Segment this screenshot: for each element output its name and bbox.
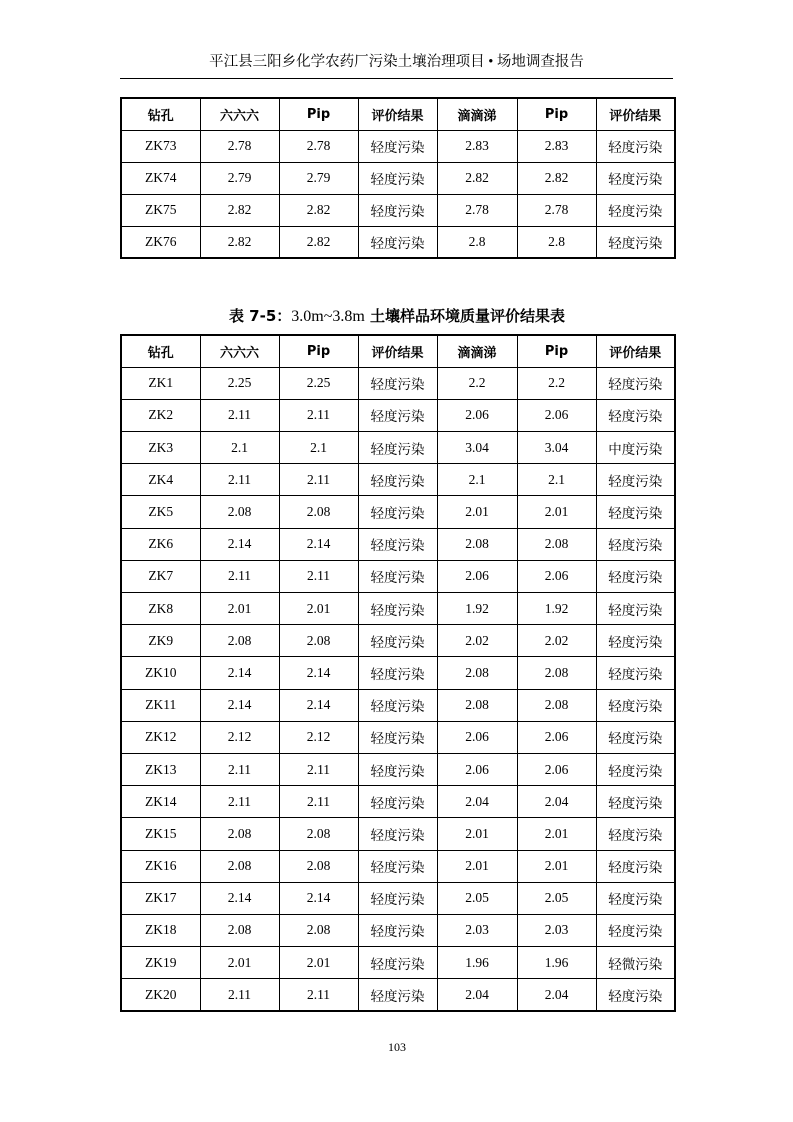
table-body xyxy=(121,367,675,1011)
borehole-cell: ZK1 xyxy=(121,367,200,399)
column-header-pip-hch: Pip xyxy=(279,335,358,367)
hch-pip-cell: 2.08 xyxy=(279,625,358,657)
ddt-value-cell: 2.01 xyxy=(437,496,517,528)
hch-value-cell: 2.78 xyxy=(200,130,279,162)
caption-prefix: 表 7-5： xyxy=(228,307,292,325)
borehole-cell: ZK13 xyxy=(121,753,200,785)
ddt-pip-cell: 2.08 xyxy=(517,689,596,721)
ddt-pip-cell: 2.06 xyxy=(517,721,596,753)
hch-pip-cell: 2.14 xyxy=(279,528,358,560)
hch-result-cell: 轻度污染 xyxy=(358,194,437,226)
hch-pip-cell: 2.08 xyxy=(279,850,358,882)
ddt-pip-cell: 2.05 xyxy=(517,882,596,914)
hch-value-cell: 2.11 xyxy=(200,399,279,431)
column-header-result-ddt: 评价结果 xyxy=(596,335,675,367)
ddt-result-cell: 轻度污染 xyxy=(596,818,675,850)
hch-result-cell: 轻度污染 xyxy=(358,979,437,1011)
borehole-cell: ZK18 xyxy=(121,914,200,946)
hch-pip-cell: 2.01 xyxy=(279,947,358,979)
hch-pip-cell: 2.08 xyxy=(279,914,358,946)
results-table-3-0m-3-8m xyxy=(120,334,676,1012)
ddt-pip-cell: 2.08 xyxy=(517,657,596,689)
hch-pip-cell: 2.11 xyxy=(279,464,358,496)
hch-value-cell: 2.82 xyxy=(200,194,279,226)
ddt-pip-cell: 2.06 xyxy=(517,560,596,592)
ddt-value-cell: 2.02 xyxy=(437,625,517,657)
table-row xyxy=(121,226,675,258)
ddt-value-cell: 2.04 xyxy=(437,979,517,1011)
table-row xyxy=(121,528,675,560)
table-row xyxy=(121,625,675,657)
hch-result-cell: 轻度污染 xyxy=(358,657,437,689)
ddt-pip-cell: 2.01 xyxy=(517,818,596,850)
ddt-result-cell: 轻度污染 xyxy=(596,882,675,914)
ddt-pip-cell: 2.08 xyxy=(517,528,596,560)
ddt-value-cell: 1.96 xyxy=(437,947,517,979)
table-row xyxy=(121,162,675,194)
hch-pip-cell: 2.12 xyxy=(279,721,358,753)
table-row xyxy=(121,399,675,431)
hch-pip-cell: 2.11 xyxy=(279,399,358,431)
ddt-result-cell: 轻度污染 xyxy=(596,528,675,560)
table-row xyxy=(121,593,675,625)
hch-result-cell: 轻度污染 xyxy=(358,528,437,560)
ddt-pip-cell: 2.83 xyxy=(517,130,596,162)
borehole-cell: ZK9 xyxy=(121,625,200,657)
table-row xyxy=(121,721,675,753)
hch-pip-cell: 2.11 xyxy=(279,560,358,592)
hch-result-cell: 轻度污染 xyxy=(358,947,437,979)
hch-value-cell: 2.08 xyxy=(200,818,279,850)
hch-value-cell: 2.01 xyxy=(200,947,279,979)
hch-value-cell: 2.11 xyxy=(200,979,279,1011)
borehole-cell: ZK73 xyxy=(121,130,200,162)
ddt-pip-cell: 2.06 xyxy=(517,753,596,785)
ddt-value-cell: 2.04 xyxy=(437,786,517,818)
hch-result-cell: 轻度污染 xyxy=(358,818,437,850)
ddt-value-cell: 1.92 xyxy=(437,593,517,625)
ddt-pip-cell: 2.01 xyxy=(517,850,596,882)
table-caption xyxy=(120,305,674,328)
hch-value-cell: 2.11 xyxy=(200,786,279,818)
hch-result-cell: 轻度污染 xyxy=(358,721,437,753)
table-row xyxy=(121,786,675,818)
hch-result-cell: 轻度污染 xyxy=(358,753,437,785)
hch-value-cell: 2.14 xyxy=(200,528,279,560)
ddt-value-cell: 2.06 xyxy=(437,560,517,592)
hch-value-cell: 2.11 xyxy=(200,560,279,592)
hch-value-cell: 2.1 xyxy=(200,432,279,464)
ddt-value-cell: 3.04 xyxy=(437,432,517,464)
table-row xyxy=(121,464,675,496)
ddt-result-cell: 轻度污染 xyxy=(596,399,675,431)
ddt-value-cell: 2.03 xyxy=(437,914,517,946)
borehole-cell: ZK12 xyxy=(121,721,200,753)
table-row xyxy=(121,979,675,1011)
hch-result-cell: 轻度污染 xyxy=(358,850,437,882)
table-row xyxy=(121,914,675,946)
hch-pip-cell: 2.11 xyxy=(279,786,358,818)
hch-value-cell: 2.08 xyxy=(200,850,279,882)
ddt-value-cell: 2.08 xyxy=(437,657,517,689)
ddt-value-cell: 2.08 xyxy=(437,689,517,721)
borehole-cell: ZK17 xyxy=(121,882,200,914)
hch-pip-cell: 2.08 xyxy=(279,818,358,850)
ddt-pip-cell: 2.82 xyxy=(517,162,596,194)
column-header-pip-hch: Pip xyxy=(279,98,358,130)
borehole-cell: ZK8 xyxy=(121,593,200,625)
ddt-pip-cell: 2.1 xyxy=(517,464,596,496)
ddt-value-cell: 2.78 xyxy=(437,194,517,226)
ddt-pip-cell: 3.04 xyxy=(517,432,596,464)
ddt-value-cell: 2.01 xyxy=(437,850,517,882)
hch-result-cell: 轻度污染 xyxy=(358,882,437,914)
table-header-row xyxy=(121,335,675,367)
table-header-row xyxy=(121,98,675,130)
ddt-result-cell: 轻度污染 xyxy=(596,464,675,496)
hch-value-cell: 2.14 xyxy=(200,882,279,914)
ddt-value-cell: 2.82 xyxy=(437,162,517,194)
borehole-cell: ZK74 xyxy=(121,162,200,194)
ddt-value-cell: 2.06 xyxy=(437,721,517,753)
hch-value-cell: 2.11 xyxy=(200,753,279,785)
page-number: 103 xyxy=(388,1040,406,1054)
hch-value-cell: 2.25 xyxy=(200,367,279,399)
borehole-cell: ZK6 xyxy=(121,528,200,560)
ddt-result-cell: 轻度污染 xyxy=(596,560,675,592)
hch-pip-cell: 2.1 xyxy=(279,432,358,464)
ddt-pip-cell: 1.96 xyxy=(517,947,596,979)
borehole-cell: ZK19 xyxy=(121,947,200,979)
caption-text: 土壤样品环境质量评价结果表 xyxy=(364,307,566,325)
table-row xyxy=(121,850,675,882)
borehole-cell: ZK15 xyxy=(121,818,200,850)
column-header-pip-ddt: Pip xyxy=(517,335,596,367)
hch-value-cell: 2.14 xyxy=(200,689,279,721)
table-row xyxy=(121,753,675,785)
hch-pip-cell: 2.82 xyxy=(279,194,358,226)
borehole-cell: ZK10 xyxy=(121,657,200,689)
table-body xyxy=(121,130,675,258)
column-header-result-ddt: 评价结果 xyxy=(596,98,675,130)
borehole-cell: ZK76 xyxy=(121,226,200,258)
ddt-result-cell: 轻微污染 xyxy=(596,947,675,979)
borehole-cell: ZK2 xyxy=(121,399,200,431)
ddt-value-cell: 2.1 xyxy=(437,464,517,496)
hch-pip-cell: 2.11 xyxy=(279,753,358,785)
ddt-result-cell: 轻度污染 xyxy=(596,786,675,818)
hch-value-cell: 2.08 xyxy=(200,625,279,657)
hch-value-cell: 2.08 xyxy=(200,496,279,528)
caption-depth-range: 3.0m~3.8m xyxy=(291,308,365,325)
ddt-result-cell: 轻度污染 xyxy=(596,721,675,753)
table-row xyxy=(121,367,675,399)
borehole-cell: ZK11 xyxy=(121,689,200,721)
hch-value-cell: 2.82 xyxy=(200,226,279,258)
ddt-result-cell: 轻度污染 xyxy=(596,753,675,785)
hch-value-cell: 2.79 xyxy=(200,162,279,194)
ddt-value-cell: 2.06 xyxy=(437,399,517,431)
borehole-cell: ZK5 xyxy=(121,496,200,528)
hch-result-cell: 轻度污染 xyxy=(358,162,437,194)
ddt-pip-cell: 2.2 xyxy=(517,367,596,399)
table-row xyxy=(121,689,675,721)
ddt-value-cell: 2.83 xyxy=(437,130,517,162)
hch-result-cell: 轻度污染 xyxy=(358,786,437,818)
table-row xyxy=(121,657,675,689)
borehole-cell: ZK75 xyxy=(121,194,200,226)
ddt-pip-cell: 2.03 xyxy=(517,914,596,946)
hch-value-cell: 2.01 xyxy=(200,593,279,625)
ddt-value-cell: 2.08 xyxy=(437,528,517,560)
ddt-result-cell: 轻度污染 xyxy=(596,979,675,1011)
page-header-title: 平江县三阳乡化学农药厂污染土壤治理项目 • 场地调查报告 xyxy=(209,54,584,70)
column-header-borehole: 钻孔 xyxy=(121,98,200,130)
hch-result-cell: 轻度污染 xyxy=(358,496,437,528)
ddt-pip-cell: 2.8 xyxy=(517,226,596,258)
ddt-pip-cell: 1.92 xyxy=(517,593,596,625)
borehole-cell: ZK4 xyxy=(121,464,200,496)
table-row xyxy=(121,947,675,979)
table-row xyxy=(121,130,675,162)
ddt-pip-cell: 2.78 xyxy=(517,194,596,226)
table-row xyxy=(121,560,675,592)
ddt-result-cell: 轻度污染 xyxy=(596,657,675,689)
ddt-result-cell: 轻度污染 xyxy=(596,367,675,399)
header-divider xyxy=(120,78,673,79)
hch-pip-cell: 2.01 xyxy=(279,593,358,625)
hch-result-cell: 轻度污染 xyxy=(358,625,437,657)
results-table-continued xyxy=(120,97,676,259)
hch-pip-cell: 2.11 xyxy=(279,979,358,1011)
column-header-result-hch: 评价结果 xyxy=(358,335,437,367)
ddt-result-cell: 轻度污染 xyxy=(596,496,675,528)
ddt-result-cell: 轻度污染 xyxy=(596,593,675,625)
borehole-cell: ZK16 xyxy=(121,850,200,882)
column-header-result-hch: 评价结果 xyxy=(358,98,437,130)
ddt-value-cell: 2.2 xyxy=(437,367,517,399)
column-header-ddt: 滴滴涕 xyxy=(437,335,517,367)
borehole-cell: ZK7 xyxy=(121,560,200,592)
ddt-pip-cell: 2.04 xyxy=(517,979,596,1011)
hch-value-cell: 2.12 xyxy=(200,721,279,753)
hch-value-cell: 2.14 xyxy=(200,657,279,689)
column-header-hch: 六六六 xyxy=(200,335,279,367)
hch-pip-cell: 2.82 xyxy=(279,226,358,258)
borehole-cell: ZK3 xyxy=(121,432,200,464)
table-row xyxy=(121,194,675,226)
hch-result-cell: 轻度污染 xyxy=(358,130,437,162)
ddt-result-cell: 轻度污染 xyxy=(596,850,675,882)
ddt-value-cell: 2.01 xyxy=(437,818,517,850)
hch-pip-cell: 2.79 xyxy=(279,162,358,194)
hch-pip-cell: 2.25 xyxy=(279,367,358,399)
hch-result-cell: 轻度污染 xyxy=(358,226,437,258)
hch-pip-cell: 2.08 xyxy=(279,496,358,528)
ddt-result-cell: 轻度污染 xyxy=(596,226,675,258)
hch-result-cell: 轻度污染 xyxy=(358,464,437,496)
ddt-value-cell: 2.06 xyxy=(437,753,517,785)
hch-result-cell: 轻度污染 xyxy=(358,367,437,399)
table-row xyxy=(121,818,675,850)
ddt-result-cell: 中度污染 xyxy=(596,432,675,464)
table-row xyxy=(121,496,675,528)
column-header-ddt: 滴滴涕 xyxy=(437,98,517,130)
ddt-pip-cell: 2.02 xyxy=(517,625,596,657)
hch-result-cell: 轻度污染 xyxy=(358,399,437,431)
ddt-pip-cell: 2.04 xyxy=(517,786,596,818)
hch-value-cell: 2.11 xyxy=(200,464,279,496)
ddt-result-cell: 轻度污染 xyxy=(596,162,675,194)
borehole-cell: ZK14 xyxy=(121,786,200,818)
hch-result-cell: 轻度污染 xyxy=(358,560,437,592)
ddt-result-cell: 轻度污染 xyxy=(596,130,675,162)
hch-pip-cell: 2.14 xyxy=(279,882,358,914)
ddt-value-cell: 2.05 xyxy=(437,882,517,914)
table-row xyxy=(121,882,675,914)
hch-result-cell: 轻度污染 xyxy=(358,593,437,625)
table-row xyxy=(121,432,675,464)
column-header-borehole: 钻孔 xyxy=(121,335,200,367)
ddt-pip-cell: 2.06 xyxy=(517,399,596,431)
ddt-result-cell: 轻度污染 xyxy=(596,625,675,657)
hch-pip-cell: 2.14 xyxy=(279,689,358,721)
hch-pip-cell: 2.14 xyxy=(279,657,358,689)
ddt-value-cell: 2.8 xyxy=(437,226,517,258)
ddt-result-cell: 轻度污染 xyxy=(596,194,675,226)
ddt-result-cell: 轻度污染 xyxy=(596,689,675,721)
hch-pip-cell: 2.78 xyxy=(279,130,358,162)
borehole-cell: ZK20 xyxy=(121,979,200,1011)
hch-result-cell: 轻度污染 xyxy=(358,689,437,721)
ddt-pip-cell: 2.01 xyxy=(517,496,596,528)
hch-result-cell: 轻度污染 xyxy=(358,432,437,464)
hch-value-cell: 2.08 xyxy=(200,914,279,946)
column-header-pip-ddt: Pip xyxy=(517,98,596,130)
ddt-result-cell: 轻度污染 xyxy=(596,914,675,946)
column-header-hch: 六六六 xyxy=(200,98,279,130)
hch-result-cell: 轻度污染 xyxy=(358,914,437,946)
